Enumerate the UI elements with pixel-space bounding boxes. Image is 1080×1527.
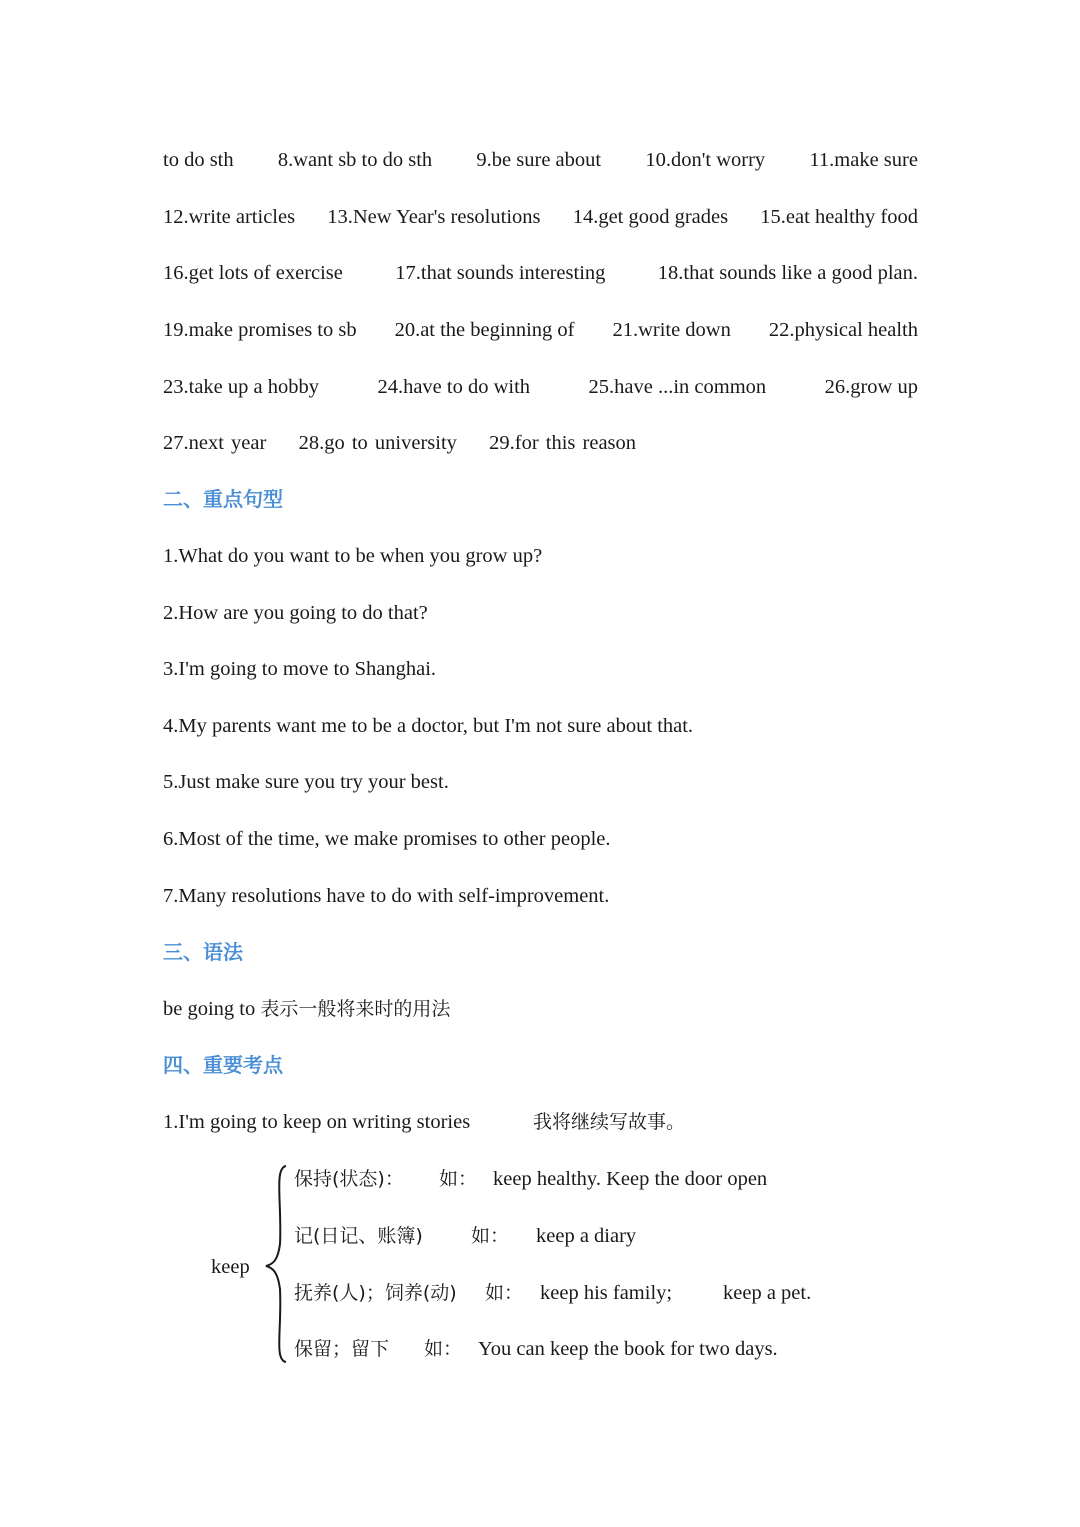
meaning-ru: 如： xyxy=(424,1338,463,1360)
phrase: 11.make sure xyxy=(809,149,918,171)
phrase: 20.at the beginning of xyxy=(394,319,575,341)
sentence-1: 1.What do you want to be when you grow up? xyxy=(163,545,543,567)
meaning-cn: 抚养(人)；饲养(动) xyxy=(294,1282,457,1304)
phrase: 12.write articles xyxy=(163,206,296,228)
meaning-ru: 如： xyxy=(471,1225,510,1247)
meaning-example: keep healthy. Keep the door open xyxy=(493,1168,768,1190)
meaning-cn: 保持(状态)： xyxy=(294,1168,404,1190)
phrase: to do sth xyxy=(163,149,234,171)
curly-brace-icon xyxy=(262,1164,290,1364)
section-heading-key-points: 四、重要考点 xyxy=(163,1053,283,1077)
phrase-row-6 xyxy=(163,429,918,457)
phrase: 8.want sb to do sth xyxy=(277,149,433,171)
sentence-6: 6.Most of the time, we make promises to other people. xyxy=(163,828,611,850)
phrase: 21.write down xyxy=(612,319,731,341)
sentence-4: 4.My parents want me to be a doctor, but I'm not sure about that. xyxy=(163,715,694,737)
phrase-row-1 xyxy=(163,146,918,174)
phrase-row-4 xyxy=(163,316,918,344)
grammar-text-en: be going to xyxy=(163,998,256,1020)
phrase: 10.don't worry xyxy=(645,149,766,171)
phrase: 27.next year xyxy=(163,432,267,454)
phrase: 13.New Year's resolutions xyxy=(327,206,541,228)
phrase: 16.get lots of exercise xyxy=(163,262,343,284)
section-heading-key-sentences: 二、重点句型 xyxy=(163,487,283,511)
key-point-1 xyxy=(163,1108,918,1136)
phrase: 29.for this reason xyxy=(489,432,637,454)
phrase: 15.eat healthy food xyxy=(760,206,918,228)
phrase: 14.get good grades xyxy=(572,206,729,228)
meaning-cn: 保留；留下 xyxy=(294,1338,390,1360)
phrase: 25.have ...in common xyxy=(588,376,767,398)
meaning-example-2: keep a pet. xyxy=(723,1282,812,1304)
sentence-5: 5.Just make sure you try your best. xyxy=(163,771,449,793)
meaning-ru: 如： xyxy=(439,1168,478,1190)
sentence-2: 2.How are you going to do that? xyxy=(163,602,428,624)
phrase: 24.have to do with xyxy=(377,376,531,398)
phrase: 18.that sounds like a good plan. xyxy=(657,262,918,284)
sentence-7: 7.Many resolutions have to do with self-improvement. xyxy=(163,885,610,907)
phrase: 22.physical health xyxy=(768,319,918,341)
sentence-3: 3.I'm going to move to Shanghai. xyxy=(163,658,437,680)
phrase-row-3 xyxy=(163,259,918,287)
phrase: 9.be sure about xyxy=(476,149,602,171)
section-heading-grammar: 三、语法 xyxy=(163,940,243,964)
key-point-1-en: 1.I'm going to keep on writing stories xyxy=(163,1111,471,1133)
grammar-text xyxy=(163,995,918,1023)
key-point-1-cn: 我将继续写故事。 xyxy=(533,1111,686,1133)
keep-word: keep xyxy=(211,1256,250,1278)
phrase: 19.make promises to sb xyxy=(163,319,357,341)
meaning-example: You can keep the book for two days. xyxy=(478,1338,778,1360)
phrase: 26.grow up xyxy=(824,376,918,398)
phrase: 28.go to university xyxy=(298,432,457,454)
meaning-example: keep a diary xyxy=(536,1225,637,1247)
meaning-cn: 记(日记、账簿) xyxy=(294,1225,423,1247)
phrase: 17.that sounds interesting xyxy=(395,262,606,284)
phrase-row-2 xyxy=(163,203,918,231)
grammar-text-cn: 表示一般将来时的用法 xyxy=(260,998,451,1020)
phrase: 23.take up a hobby xyxy=(163,376,319,398)
phrase-row-5 xyxy=(163,373,918,401)
meaning-example: keep his family; xyxy=(540,1282,673,1304)
meaning-ru: 如： xyxy=(485,1282,524,1304)
